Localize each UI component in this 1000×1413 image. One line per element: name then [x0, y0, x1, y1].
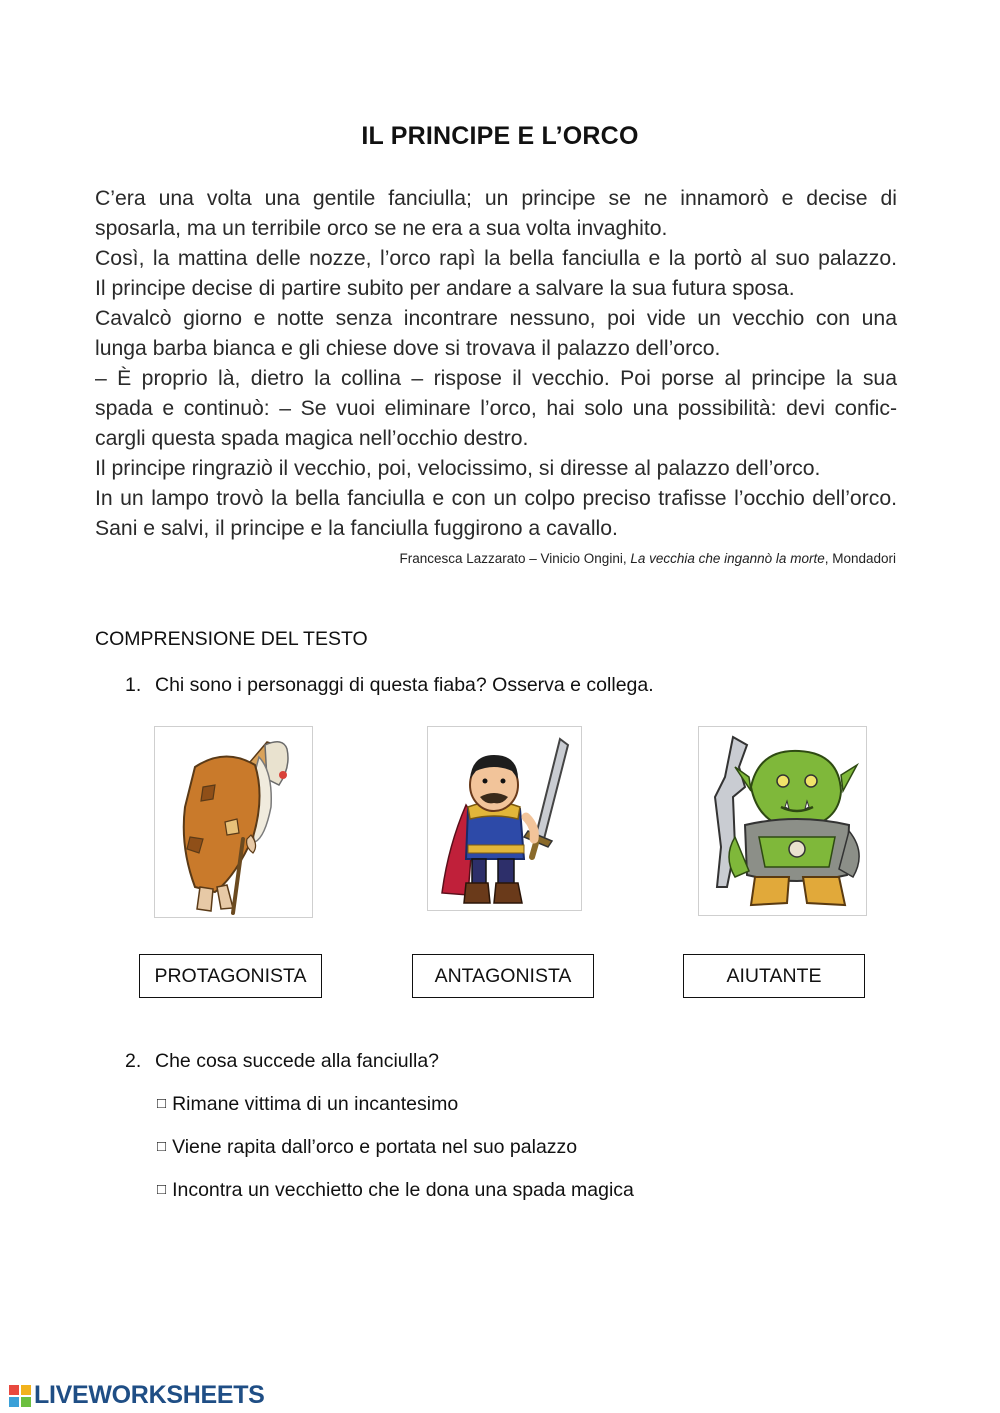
answer-option[interactable] [157, 1136, 577, 1159]
liveworksheets-brand: LIVEWORKSHEETS [34, 1381, 265, 1409]
liveworksheets-footer [8, 1381, 265, 1410]
worksheet-title: IL PRINCIPE E L’ORCO [361, 122, 639, 150]
source-citation [399, 551, 896, 566]
story-line: – È proprio là, dietro la collina – rispose il vecchio. Poi porse al principe la sua [95, 367, 897, 390]
section-heading: COMPRENSIONE DEL TESTO [95, 628, 368, 650]
story-line: Cavalcò giorno e notte senza incontrare nessuno, poi vide un vecchio con una [95, 307, 897, 330]
question-number: 2. [125, 1050, 142, 1072]
question-1 [125, 674, 654, 697]
role-box-antagonista[interactable]: ANTAGONISTA [412, 954, 594, 998]
question-2 [125, 1050, 439, 1073]
answer-option-label: Incontra un vecchietto che le dona una spada magica [172, 1179, 634, 1201]
role-box-aiutante[interactable]: AIUTANTE [683, 954, 865, 998]
answer-option-label: Rimane vittima di un incantesimo [172, 1093, 459, 1115]
story-line: Sani e salvi, il principe e la fanciulla fuggirono a cavallo. [95, 517, 618, 540]
story-line: sposarla, ma un terribile orco se ne era a sua volta invaghito. [95, 217, 668, 240]
role-box-protagonista[interactable]: PROTAGONISTA [139, 954, 322, 998]
source-publisher: , Mondadori [824, 551, 896, 566]
question-number: 1. [125, 674, 142, 696]
story-line: spada e continuò: – Se vuoi eliminare l’orco, hai solo una possibilità: devi confic- [95, 397, 897, 420]
story-line: cargli questa spada magica nell’occhio destro. [95, 427, 529, 450]
story-line: C’era una volta una gentile fanciulla; un principe se ne innamorò e decise di [95, 187, 897, 210]
prince-picture [427, 726, 582, 911]
checkbox-icon[interactable]: □ [157, 1095, 167, 1112]
answer-option-label: Viene rapita dall’orco e portata nel suo palazzo [172, 1136, 578, 1158]
ogre-illustration [699, 727, 866, 915]
source-book-title: La vecchia che ingannò la morte [630, 551, 825, 566]
answer-option[interactable] [157, 1093, 458, 1116]
story-line: Il principe ringraziò il vecchio, poi, velocissimo, si diresse al palazzo dell’orco. [95, 457, 821, 480]
source-authors: Francesca Lazzarato – Vinicio Ongini, [399, 551, 631, 566]
story-line: Il principe decise di partire subito per andare a salvare la sua futura sposa. [95, 277, 795, 300]
old-man-illustration [155, 727, 312, 917]
story-text [95, 184, 897, 544]
ogre-picture [698, 726, 867, 916]
answer-option[interactable] [157, 1179, 634, 1202]
old-man-picture [154, 726, 313, 918]
story-line: Così, la mattina delle nozze, l’orco rapì la bella fanciulla e la portò al suo palazzo. [95, 247, 897, 270]
story-line: In un lampo trovò la bella fanciulla e con un colpo preciso trafisse l’occhio dell’orco. [95, 487, 897, 510]
prince-illustration [428, 727, 581, 910]
checkbox-icon[interactable]: □ [157, 1138, 167, 1155]
question-text: Che cosa succede alla fanciulla? [155, 1050, 440, 1072]
checkbox-icon[interactable]: □ [157, 1181, 167, 1198]
story-line: lunga barba bianca e gli chiese dove si trovava il palazzo dell’orco. [95, 337, 721, 360]
question-text: Chi sono i personaggi di questa fiaba? Osserva e collega. [155, 674, 654, 696]
liveworksheets-logo-icon [8, 1384, 32, 1408]
